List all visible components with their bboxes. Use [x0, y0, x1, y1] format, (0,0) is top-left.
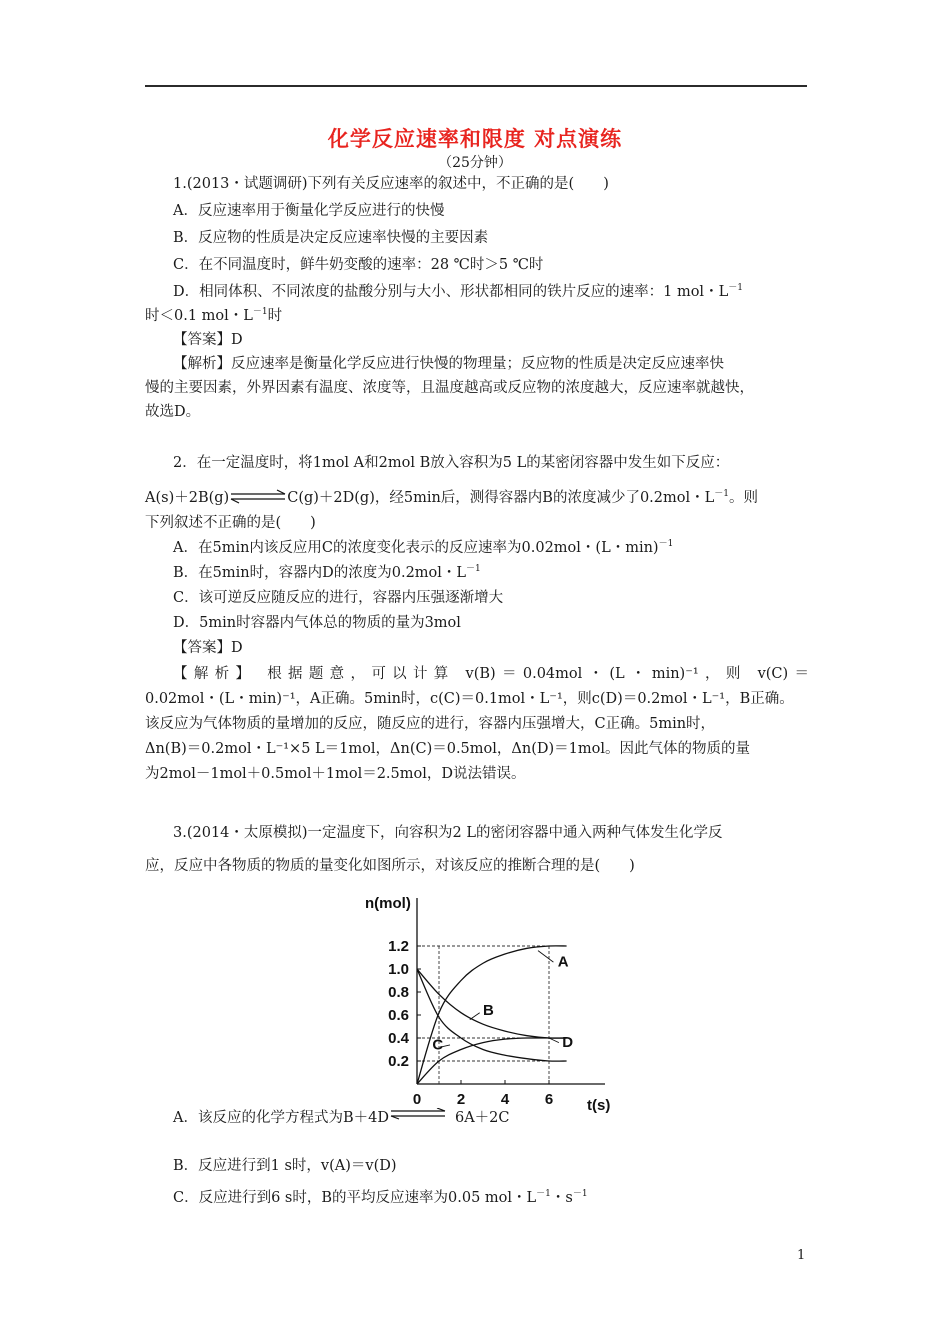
mole-time-chart [355, 888, 615, 1116]
q1-stem: 1.(2013・试题调研)下列有关反应速率的叙述中，不正确的是( ) [173, 176, 609, 192]
page-title: 化学反应速率和限度 对点演练 [327, 126, 623, 151]
x-tick-label: 6 [544, 1091, 554, 1108]
q1-d2-sup: －1 [252, 307, 268, 317]
series-label-a: A [557, 953, 569, 971]
q2-a-text: A．在5min内该反应用C的浓度变化表示的反应速率为0.02mol・(L・min) [173, 540, 659, 556]
q2-analysis-line3: 该反应为气体物质的量增加的反应，随反应的进行，容器内压强增大，C正确。5min时， [145, 716, 716, 732]
y-tick-label: 0.6 [388, 1007, 409, 1024]
y-tick-label: 1.0 [388, 961, 409, 978]
q1-d2-end: 时 [267, 308, 283, 324]
q2-option-c: C．该可逆反应随反应的进行，容器内压强逐渐增大 [173, 590, 504, 606]
q1-analysis-line2: 慢的主要因素，外界因素有温度、浓度等，且温度越高或反应物的浓度越大，反应速率就越快， [145, 380, 754, 396]
q2-eq-right: C(g)＋2D(g)，经5min后，测得容器内B的浓度减少了0.2mol・L [287, 490, 715, 506]
q3-a-right: 6A＋2C [454, 1110, 510, 1126]
q2-analysis-line4: Δn(B)＝0.2mol・L⁻¹×5 L＝1mol，Δn(C)＝0.5mol，Δn(D)＝1mol。因此气体的物质的量 [145, 741, 750, 757]
q2-answer: 【答案】D [173, 640, 243, 656]
x-axis-label: t(s) [587, 1097, 611, 1114]
q2-b-text: B．在5min时，容器内D的浓度为0.2mol・L [173, 565, 467, 581]
y-tick-label: 0.2 [388, 1053, 409, 1070]
q1-answer: 【答案】D [173, 332, 243, 348]
x-tick-label: 0 [412, 1091, 422, 1108]
q3-c-mid: ・s [550, 1190, 573, 1206]
q2-analysis-line1: 【解析】 根据题意，可以计算 v(B)＝0.04mol・(L・min)⁻¹，则 v(C)＝ [173, 666, 809, 682]
q2-b-sup: －1 [466, 564, 481, 574]
q2-a-sup: －1 [658, 539, 674, 549]
q2-stem-line3: 下列叙述不正确的是( ) [145, 515, 316, 531]
q2-option-b [173, 562, 837, 584]
q3-option-c [173, 1187, 837, 1209]
series-label-b: B [483, 1002, 494, 1019]
header-rule [145, 85, 807, 87]
series-label-leader [538, 951, 553, 963]
y-tick-label: 0.8 [388, 984, 409, 1001]
series-label-leader [470, 1013, 480, 1020]
q1-option-c: C．在不同温度时，鲜牛奶变酸的速率：28 ℃时＞5 ℃时 [173, 257, 544, 273]
q3-option-a [173, 1107, 837, 1129]
q3-c-sup1: －1 [536, 1189, 551, 1199]
page-number: 1 [797, 1248, 806, 1263]
q1-option-a: A．反应速率用于衡量化学反应进行的快慢 [173, 203, 445, 219]
y-tick-label: 0.4 [388, 1030, 409, 1047]
q2-eq-left: A(s)＋2B(g) [145, 490, 230, 506]
x-tick-label: 4 [500, 1091, 510, 1108]
x-tick-label: 2 [456, 1091, 466, 1108]
q3-a-left: A．该反应的化学方程式为B＋4D [173, 1110, 389, 1126]
q2-eq-end: 。则 [729, 490, 759, 506]
q1-analysis-line1: 【解析】反应速率是衡量化学反应进行快慢的物理量；反应物的性质是决定反应速率快 [173, 356, 724, 372]
q3-c-sup2: －1 [572, 1189, 588, 1199]
q1-d1-text: D．相同体积、不同浓度的盐酸分别与大小、形状都相同的铁片反应的速率：1 mol・L [173, 284, 729, 300]
series-label-c: C [432, 1036, 444, 1054]
reversible-arrow-icon [389, 1108, 447, 1126]
q3-option-b: B．反应进行到1 s时，v(A)＝v(D) [173, 1158, 397, 1174]
q2-option-d: D．5min时容器内气体总的物质的量为3mol [173, 615, 461, 631]
y-axis-label: n(mol) [365, 895, 411, 912]
q1-option-d-line1 [173, 281, 837, 303]
q2-analysis-line2: 0.02mol・(L・min)⁻¹，A正确。5min时，c(C)＝0.1mol・L⁻¹，则c(D)＝0.2mol・L⁻¹，B正确。 [145, 691, 794, 707]
reversible-arrow-icon [229, 488, 287, 506]
q2-stem-line1: 2．在一定温度时，将1mol A和2mol B放入容积为5 L的某密闭容器中发生如下反应： [173, 455, 730, 471]
q3-stem-line2: 应，反应中各物质的物质的量变化如图所示，对该反应的推断合理的是( ) [145, 858, 635, 874]
q2-analysis-line5: 为2mol－1mol＋0.5mol＋1mol＝2.5mol，D说法错误。 [145, 766, 526, 782]
q1-d2-text: 时＜0.1 mol・L [145, 308, 253, 324]
q2-option-a [173, 537, 837, 559]
q1-option-b: B．反应物的性质是决定反应速率快慢的主要因素 [173, 230, 489, 246]
page-subtitle: （25分钟） [438, 155, 512, 171]
q1-d1-sup: －1 [728, 283, 743, 293]
q1-analysis-line3: 故选D。 [145, 404, 201, 420]
y-tick-label: 1.2 [388, 938, 409, 955]
q1-option-d-line2 [145, 305, 809, 327]
q3-stem-line1: 3.(2014・太原模拟)一定温度下，向容积为2 L的密闭容器中通入两种气体发生化学反 [173, 825, 723, 841]
q3-c-text: C．反应进行到6 s时，B的平均反应速率为0.05 mol・L [173, 1190, 537, 1206]
q2-equation-line [145, 487, 809, 509]
q2-eq-sup: －1 [714, 489, 730, 499]
series-label-d: D [562, 1034, 574, 1052]
